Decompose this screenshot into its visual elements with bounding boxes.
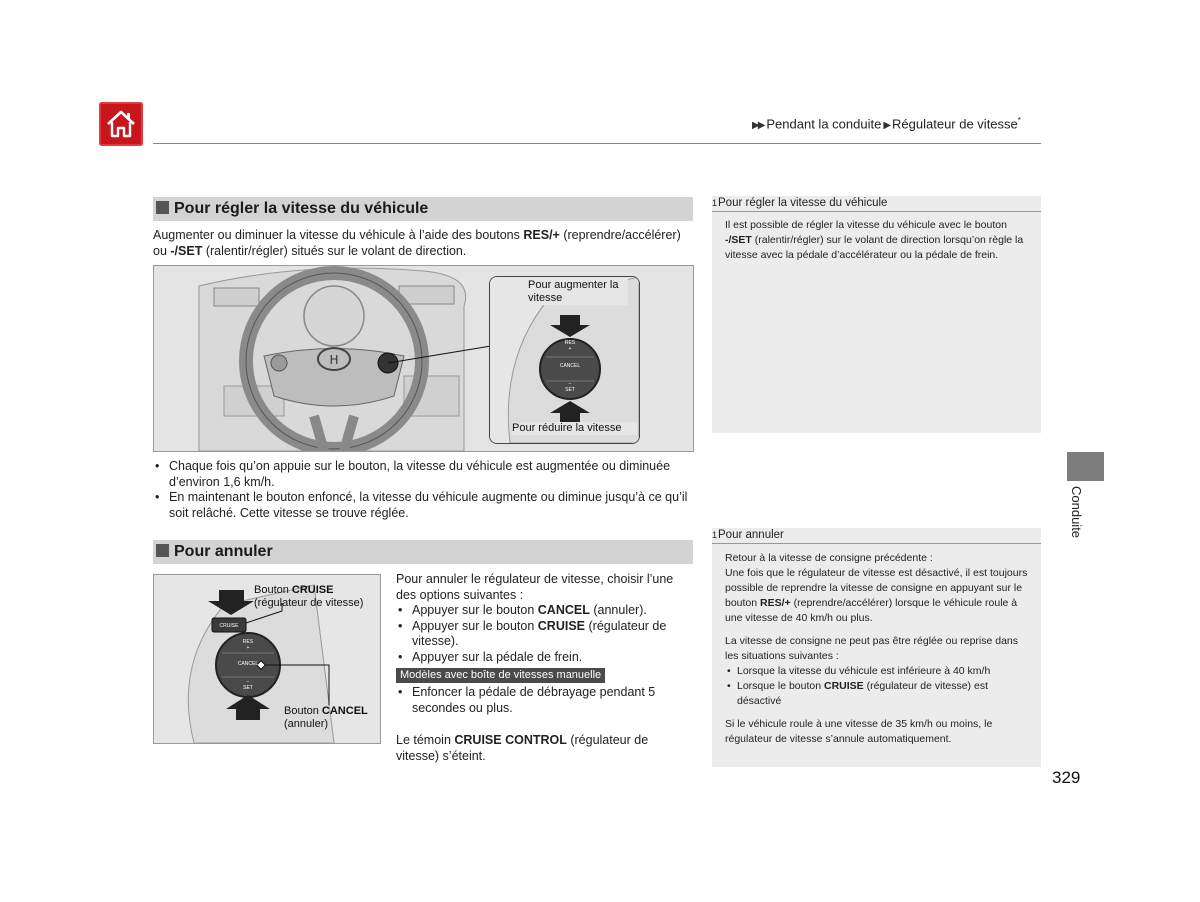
text-run: Bouton bbox=[254, 584, 292, 596]
bold-term: CRUISE bbox=[823, 680, 864, 692]
bold-term: CANCEL bbox=[321, 705, 368, 717]
text-run: (régulateur de vitesse) est désactivé bbox=[737, 680, 988, 707]
set-button-label[interactable] bbox=[228, 679, 268, 691]
set-button-label[interactable] bbox=[551, 381, 589, 393]
text-run: (régulateur de vitesse) bbox=[254, 597, 364, 609]
text-run: (régulateur de vitesse). bbox=[412, 618, 667, 648]
bold-term: CRUISE bbox=[291, 584, 334, 596]
text-run: Lorsque la vitesse du véhicule est inférieure à 40 km/h bbox=[737, 665, 991, 677]
breadcrumb-item[interactable]: Régulateur de vitesse bbox=[892, 116, 1018, 132]
text-run: (ralentir/régler) sur le volant de direction lorsqu’on règle la vitesse avec la pédale d’accélérateur ou la pédale de frein. bbox=[725, 234, 1024, 261]
plus-text: + bbox=[246, 645, 250, 651]
text-run: (annuler) bbox=[284, 718, 329, 730]
text-run: (ralentir/régler) situés sur le volant de direction. bbox=[202, 243, 467, 258]
section-title: Pour annuler bbox=[174, 543, 273, 560]
section-title: Pour régler la vitesse du véhicule bbox=[174, 200, 429, 217]
bold-term: -/SET bbox=[170, 243, 203, 258]
breadcrumb: ▶▶ Pendant la conduite ▶ Régulateur de vitesse* bbox=[752, 116, 1021, 132]
minus-text: − bbox=[246, 679, 250, 685]
text-run: Lorsque le bouton bbox=[737, 680, 824, 692]
text-run: Une fois que le régulateur de vitesse est désactivé, il est toujours possible de reprendre la vitesse de consigne en appuyant sur le bouton bbox=[725, 567, 1028, 609]
breadcrumb-item[interactable]: Pendant la conduite bbox=[766, 116, 882, 132]
list-item bbox=[396, 650, 694, 666]
home-button[interactable] bbox=[99, 102, 143, 146]
indicator-note bbox=[396, 733, 694, 764]
asterisk-mark: * bbox=[1017, 116, 1021, 125]
note-paragraph bbox=[725, 566, 1029, 626]
note-paragraph: Si le véhicule roule à une vitesse de 35 km/h ou moins, le régulateur de vitesse s’annule automatiquement. bbox=[725, 718, 993, 745]
section-intro bbox=[153, 228, 698, 259]
sidebar-note-title bbox=[712, 196, 1041, 212]
sidebar-title-text: Pour annuler bbox=[718, 529, 784, 541]
decrease-speed-label: Pour réduire la vitesse bbox=[512, 422, 637, 435]
bold-term: CRUISE bbox=[537, 618, 586, 633]
cancel-button-label bbox=[284, 705, 379, 731]
text-run: (annuler). bbox=[589, 603, 647, 617]
reference-icon: 1 bbox=[712, 198, 718, 208]
cancel-instructions bbox=[396, 572, 694, 764]
note-paragraph: La vitesse de consigne ne peut pas être réglée ou reprise dans les situations suivantes : bbox=[725, 635, 1019, 662]
set-text: SET bbox=[565, 387, 575, 393]
text-run: Appuyer sur la pédale de frein. bbox=[412, 649, 583, 664]
home-icon bbox=[105, 108, 137, 140]
minus-text: − bbox=[568, 381, 572, 387]
header-divider bbox=[153, 143, 1041, 144]
text-run: Il est possible de régler la vitesse du véhicule avec le bouton bbox=[725, 219, 1007, 231]
text-run: Augmenter ou diminuer la vitesse du véhicule à l’aide des boutons bbox=[153, 228, 524, 242]
sidebar-note bbox=[712, 528, 1041, 767]
cancel-button[interactable]: CANCEL bbox=[237, 661, 259, 667]
res-button-label[interactable] bbox=[228, 639, 268, 651]
sidebar-note-body bbox=[712, 212, 1041, 263]
text-run: (reprendre/accélérer) lorsque le véhicule roule à une vitesse de 40 km/h ou plus. bbox=[725, 597, 1018, 624]
increase-speed-label: Pour augmenter la vitesse bbox=[528, 279, 628, 305]
cruise-button[interactable]: CRUISE bbox=[219, 623, 239, 629]
square-bullet-icon bbox=[156, 201, 169, 214]
text-run: (régulateur de vitesse) s’éteint. bbox=[396, 733, 649, 763]
bullet-list bbox=[153, 459, 693, 521]
note-paragraph: Retour à la vitesse de consigne précédente : bbox=[725, 552, 933, 564]
text-run: Appuyer sur le bouton bbox=[412, 618, 538, 633]
chapter-tab[interactable] bbox=[1067, 452, 1104, 481]
chapter-label: Conduite bbox=[1069, 486, 1084, 539]
bold-term: RES/+ bbox=[523, 228, 560, 242]
list-item bbox=[396, 603, 694, 619]
res-text: RES bbox=[564, 340, 576, 346]
list-item: • Chaque fois qu’on appuie sur le bouton, la vitesse du véhicule est augmentée ou diminuée d’environ 1,6 km/h. bbox=[153, 459, 693, 490]
bold-term: CANCEL bbox=[537, 603, 590, 617]
res-button-label[interactable] bbox=[551, 340, 589, 352]
section-heading bbox=[153, 197, 693, 221]
set-text: SET bbox=[243, 685, 253, 691]
sidebar-note bbox=[712, 196, 1041, 433]
bold-term: CRUISE CONTROL bbox=[454, 733, 567, 747]
cancel-button-label[interactable]: CANCEL bbox=[559, 363, 581, 369]
text-run: Le témoin bbox=[396, 733, 455, 747]
list-item: • Enfoncer la pédale de débrayage pendant 5 secondes ou plus. bbox=[396, 685, 694, 716]
page-number: 329 bbox=[1052, 768, 1081, 787]
plus-text: + bbox=[568, 346, 572, 352]
manual-transmission-tag: Modèles avec boîte de vitesses manuelle bbox=[396, 668, 605, 683]
res-text: RES bbox=[242, 639, 254, 645]
list-item: • En maintenant le bouton enfoncé, la vitesse du véhicule augmente ou diminue jusqu’à ce qu’il soit relâché. Cette vitesse se trouve réglée. bbox=[153, 490, 693, 521]
section-heading bbox=[153, 540, 693, 564]
cruise-button-illustration bbox=[153, 574, 381, 744]
list-item bbox=[725, 664, 1029, 679]
reference-icon: 1 bbox=[712, 530, 718, 540]
sidebar-title-text: Pour régler la vitesse du véhicule bbox=[718, 197, 888, 209]
bold-term: -/SET bbox=[725, 234, 752, 246]
bold-term: RES/+ bbox=[760, 597, 791, 609]
svg-text:H: H bbox=[329, 353, 339, 367]
sidebar-note-title bbox=[712, 528, 1041, 544]
cruise-button-label bbox=[254, 584, 380, 610]
cancel-intro: Pour annuler le régulateur de vitesse, choisir l’une des options suivantes : bbox=[396, 572, 674, 602]
text-run: Appuyer sur le bouton bbox=[412, 603, 538, 617]
text-run: Bouton bbox=[284, 705, 322, 717]
square-bullet-icon bbox=[156, 544, 169, 557]
list-item bbox=[725, 679, 1029, 709]
list-item bbox=[396, 619, 694, 650]
sidebar-note-body bbox=[712, 544, 1041, 747]
text-run: (reprendre/accélérer) ou bbox=[153, 228, 681, 258]
